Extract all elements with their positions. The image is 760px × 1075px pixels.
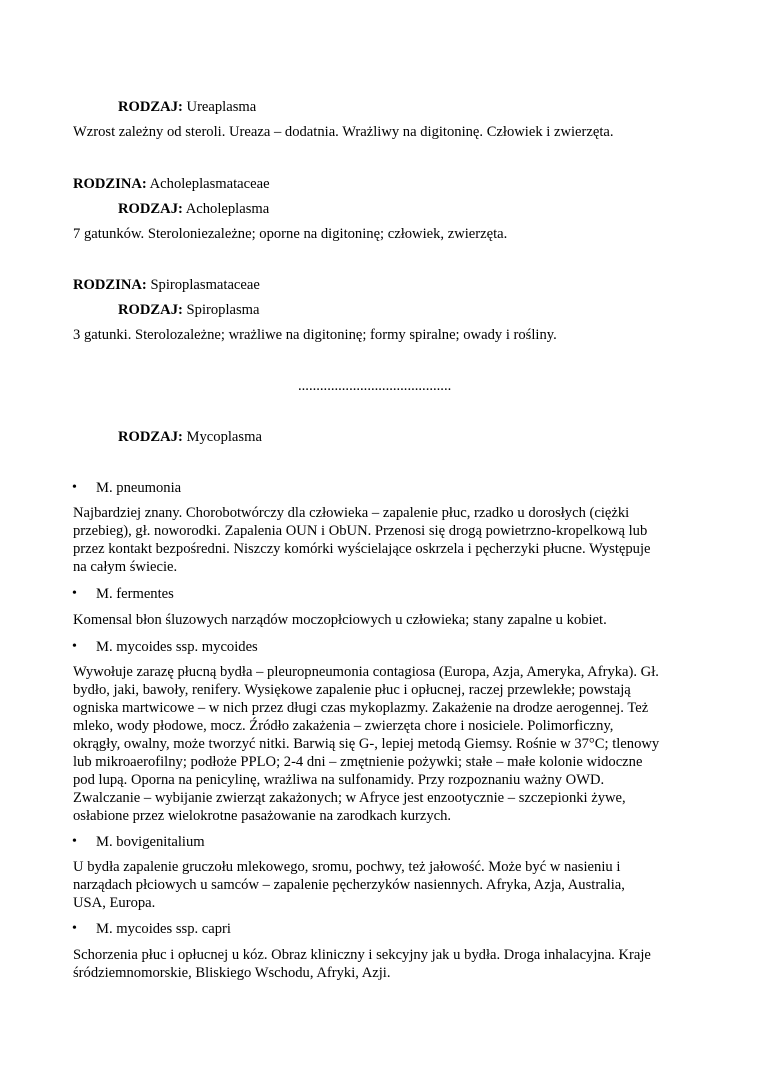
species-text-line: U bydła zapalenie gruczołu mlekowego, sromu, pochwy, też jałowość. Może być w nasieniu i (73, 859, 621, 875)
species-text-line: okrągły, owalny, może tworzyć nitki. Barwią się G-, lepiej metodą Giemsy. Rośnie w 37°C; tlenowy (73, 736, 660, 752)
family-name: Acholeplasmataceae (149, 176, 270, 192)
species-text-line: bydło, jaki, bawoły, renifery. Wysiękowe zapalenie płuc i opłucnej, raczej przewlekłe; powstają (73, 682, 631, 698)
species-name-bovigenitalium: M. bovigenitalium (96, 834, 205, 850)
dotted-separator: .......................................... (298, 378, 452, 394)
family-label: RODZINA: (73, 277, 147, 293)
family-name: Spiroplasmataceae (150, 277, 260, 293)
bullet-icon: • (72, 834, 77, 849)
genus-label: RODZAJ: (118, 201, 183, 217)
genus-name: Spiroplasma (186, 302, 260, 318)
species-text-line: przez kontakt bezpośredni. Niszczy komórki wyścielające oskrzela i pęcherzyki płucne. Występuje (73, 541, 651, 557)
ureaplasma-description: Wzrost zależny od steroli. Ureaza – dodatnia. Wrażliwy na digitoninę. Człowiek i zwierzęta. (73, 124, 614, 140)
genus-heading-ureaplasma (118, 98, 256, 116)
species-name-mycoides-mycoides: M. mycoides ssp. mycoides (96, 639, 258, 655)
genus-name: Mycoplasma (186, 429, 262, 445)
genus-heading-spiroplasma (118, 301, 260, 319)
genus-label: RODZAJ: (118, 99, 183, 115)
species-text-line: Najbardziej znany. Chorobotwórczy dla człowieka – zapalenie płuc, rzadko u dorosłych (ciężki (73, 505, 630, 521)
species-name-pneumonia: M. pneumonia (96, 480, 182, 496)
species-text-line: przebieg), gł. noworodki. Zapalenia OUN i ObUN. Przenosi się drogą powietrzno-kropelkową lub (73, 523, 648, 539)
species-text-line: osłabione przez wielokrotne pasażowanie na zarodkach kurzych. (73, 808, 452, 824)
bullet-icon: • (72, 921, 77, 936)
genus-heading-acholeplasma (118, 200, 269, 218)
species-name-fermentes: M. fermentes (96, 586, 174, 602)
species-text-line: ogniska martwicowe – w nich przez długi czas mykoplazmy. Zakażenie na drodze aerogennej. Też (73, 700, 649, 716)
species-text-line: Komensal błon śluzowych narządów moczopłciowych u człowieka; stany zapalne u kobiet. (73, 612, 607, 628)
species-name-mycoides-capri: M. mycoides ssp. capri (96, 921, 231, 937)
genus-name: Acholeplasma (185, 201, 270, 217)
species-text-line: mleko, wody płodowe, mocz. Źródło zakażenia – zwierzęta chore i nosiciele. Polimorficzny, (73, 718, 614, 734)
genus-label: RODZAJ: (118, 429, 183, 445)
species-text-line: na całym świecie. (73, 559, 178, 575)
species-text-line: narządach płciowych u samców – zapalenie pęcherzyków nasiennych. Afryka, Azja, Australia, (73, 877, 625, 893)
bullet-icon: • (72, 480, 77, 495)
family-heading-acholeplasmataceae (73, 175, 270, 193)
species-text-line: USA, Europa. (73, 895, 156, 911)
bullet-icon: • (72, 586, 77, 601)
acholeplasma-description: 7 gatunków. Steroloniezależne; oporne na digitoninę; człowiek, zwierzęta. (73, 226, 508, 242)
genus-name: Ureaplasma (186, 99, 257, 115)
species-text-line: pod lupą. Oporna na penicylinę, wrażliwa na sulfonamidy. Przy rozpoznaniu ważny OWD. (73, 772, 605, 788)
species-text-line: lub mikroaerofilny; podłoże PPLO; 2-4 dni – zmętnienie pożywki; stałe – małe kolonie widoczne (73, 754, 643, 770)
family-label: RODZINA: (73, 176, 147, 192)
family-heading-spiroplasmataceae (73, 276, 260, 294)
bullet-icon: • (72, 639, 77, 654)
species-text-line: Wywołuje zarazę płucną bydła – pleuropneumonia contagiosa (Europa, Azja, Ameryka, Afryka). Gł. (73, 664, 659, 680)
species-text-line: Zwalczanie – wybijanie zwierząt zakażonych; w Afryce jest enzootycznie – szczepionki żywe, (73, 790, 626, 806)
spiroplasma-description: 3 gatunki. Sterolozależne; wrażliwe na digitoninę; formy spiralne; owady i rośliny. (73, 327, 557, 343)
genus-heading-mycoplasma (118, 428, 262, 446)
genus-label: RODZAJ: (118, 302, 183, 318)
species-text-line: Schorzenia płuc i opłucnej u kóz. Obraz kliniczny i sekcyjny jak u bydła. Droga inhalacyjna. Kraje (73, 947, 651, 963)
species-text-line: śródziemnomorskie, Bliskiego Wschodu, Afryki, Azji. (73, 965, 391, 981)
